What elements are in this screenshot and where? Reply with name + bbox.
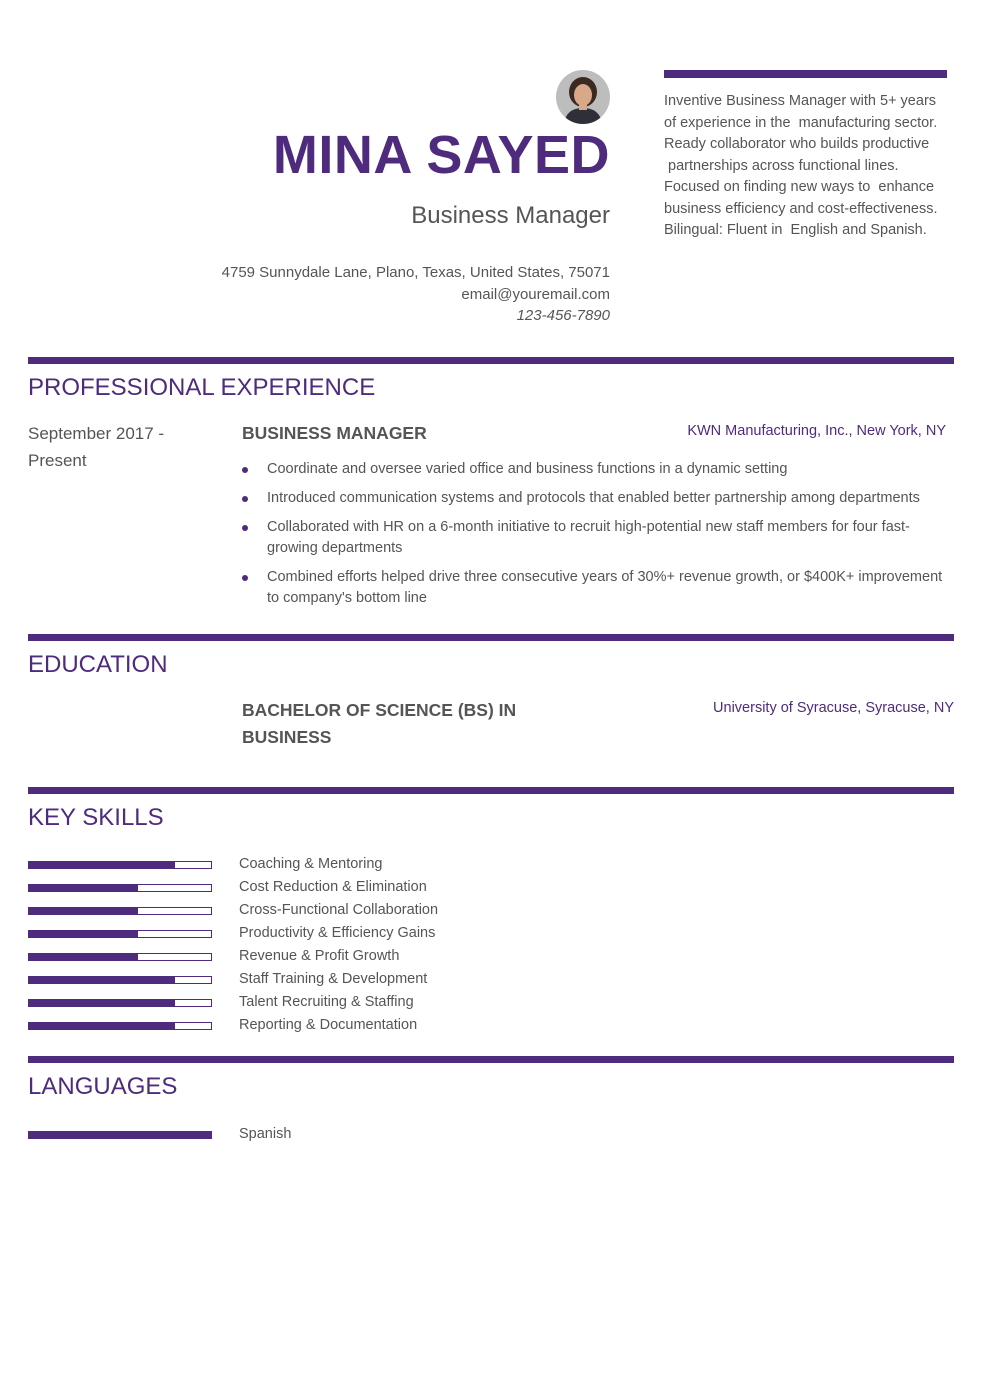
candidate-role: Business Manager — [411, 202, 610, 229]
skill-level-fill — [29, 1132, 211, 1138]
summary — [664, 91, 954, 242]
bullet-icon — [242, 467, 248, 473]
skill-name: Productivity & Efficiency Gains — [239, 925, 436, 941]
bullet-text: Coordinate and oversee varied office and business functions in a dynamic setting — [267, 461, 788, 477]
skill-name: Revenue & Profit Growth — [239, 948, 400, 964]
skill-level-fill — [29, 954, 138, 960]
section-divider — [28, 357, 954, 364]
phone[interactable]: 123-456-7890 — [516, 307, 610, 324]
list-item — [242, 517, 954, 559]
job-bullets — [242, 459, 954, 617]
summary-line: Focused on finding new ways to enhance — [664, 179, 935, 195]
skill-level-fill — [29, 862, 175, 868]
school: University of Syracuse, Syracuse, NY — [713, 700, 954, 716]
skill-level-bar — [28, 907, 212, 915]
summary-divider — [664, 70, 947, 78]
section-divider — [28, 787, 954, 794]
bullet-icon — [242, 575, 248, 581]
skill-row — [28, 1128, 628, 1151]
skill-level-bar — [28, 861, 212, 869]
email[interactable]: email@youremail.com — [461, 286, 610, 303]
skill-level-bar — [28, 1131, 212, 1139]
section-divider — [28, 634, 954, 641]
skill-level-bar — [28, 1022, 212, 1030]
list-item — [242, 567, 954, 609]
section-divider — [28, 1056, 954, 1063]
skill-name: Spanish — [239, 1126, 292, 1142]
person-photo-icon — [556, 70, 610, 124]
company: KWN Manufacturing, Inc., New York, NY — [687, 423, 946, 439]
bullet-text: Combined efforts helped drive three consecutive years of 30%+ revenue growth, or $400K+ improvement to company's bottom line — [267, 569, 943, 606]
skill-name: Cross-Functional Collaboration — [239, 902, 439, 918]
skill-row — [28, 1019, 628, 1042]
experience-heading: PROFESSIONAL EXPERIENCE — [28, 374, 376, 401]
summary-line: Bilingual: Fluent in English and Spanish. — [664, 222, 927, 238]
skill-level-bar — [28, 953, 212, 961]
skill-name: Staff Training & Development — [239, 971, 428, 987]
skill-name: Talent Recruiting & Staffing — [239, 994, 414, 1010]
bullet-text: Collaborated with HR on a 6-month initiative to recruit high-potential new staff members for four fast-growing departments — [267, 519, 910, 556]
summary-line: business efficiency and cost-effectiveness. — [664, 200, 938, 217]
skill-level-bar — [28, 999, 212, 1007]
skill-level-fill — [29, 908, 138, 914]
education-heading: EDUCATION — [28, 651, 168, 678]
list-item — [242, 459, 954, 480]
summary-line: Inventive Business Manager with 5+ years — [664, 93, 937, 109]
skill-level-fill — [29, 885, 138, 891]
skill-level-fill — [29, 1023, 175, 1029]
summary-line: Ready collaborator who builds productive — [664, 136, 930, 152]
bullet-icon — [242, 525, 248, 531]
summary-line: of experience in the manufacturing sector. — [664, 114, 938, 131]
skill-name: Coaching & Mentoring — [239, 856, 383, 872]
bullet-icon — [242, 496, 248, 502]
job-dates: September 2017 - Present — [28, 424, 165, 470]
bullet-text: Introduced communication systems and protocols that enabled better partnership among departments — [267, 490, 920, 506]
degree: BACHELOR OF SCIENCE (BS) IN BUSINESS — [242, 700, 517, 747]
skill-level-fill — [29, 1000, 175, 1006]
avatar — [556, 70, 610, 124]
job-title: BUSINESS MANAGER — [242, 423, 427, 443]
skill-name: Reporting & Documentation — [239, 1017, 418, 1033]
address: 4759 Sunnydale Lane, Plano, Texas, United States, 75071 — [221, 264, 610, 281]
summary-line: partnerships across functional lines. — [664, 157, 899, 174]
skill-level-fill — [29, 977, 175, 983]
skill-level-bar — [28, 976, 212, 984]
skill-level-bar — [28, 884, 212, 892]
skill-level-fill — [29, 931, 138, 937]
candidate-name: MINA SAYED — [272, 125, 610, 185]
languages-heading: LANGUAGES — [28, 1073, 178, 1100]
list-item — [242, 488, 954, 509]
skill-level-bar — [28, 930, 212, 938]
skills-heading: KEY SKILLS — [28, 804, 164, 831]
skill-name: Cost Reduction & Elimination — [239, 879, 427, 895]
